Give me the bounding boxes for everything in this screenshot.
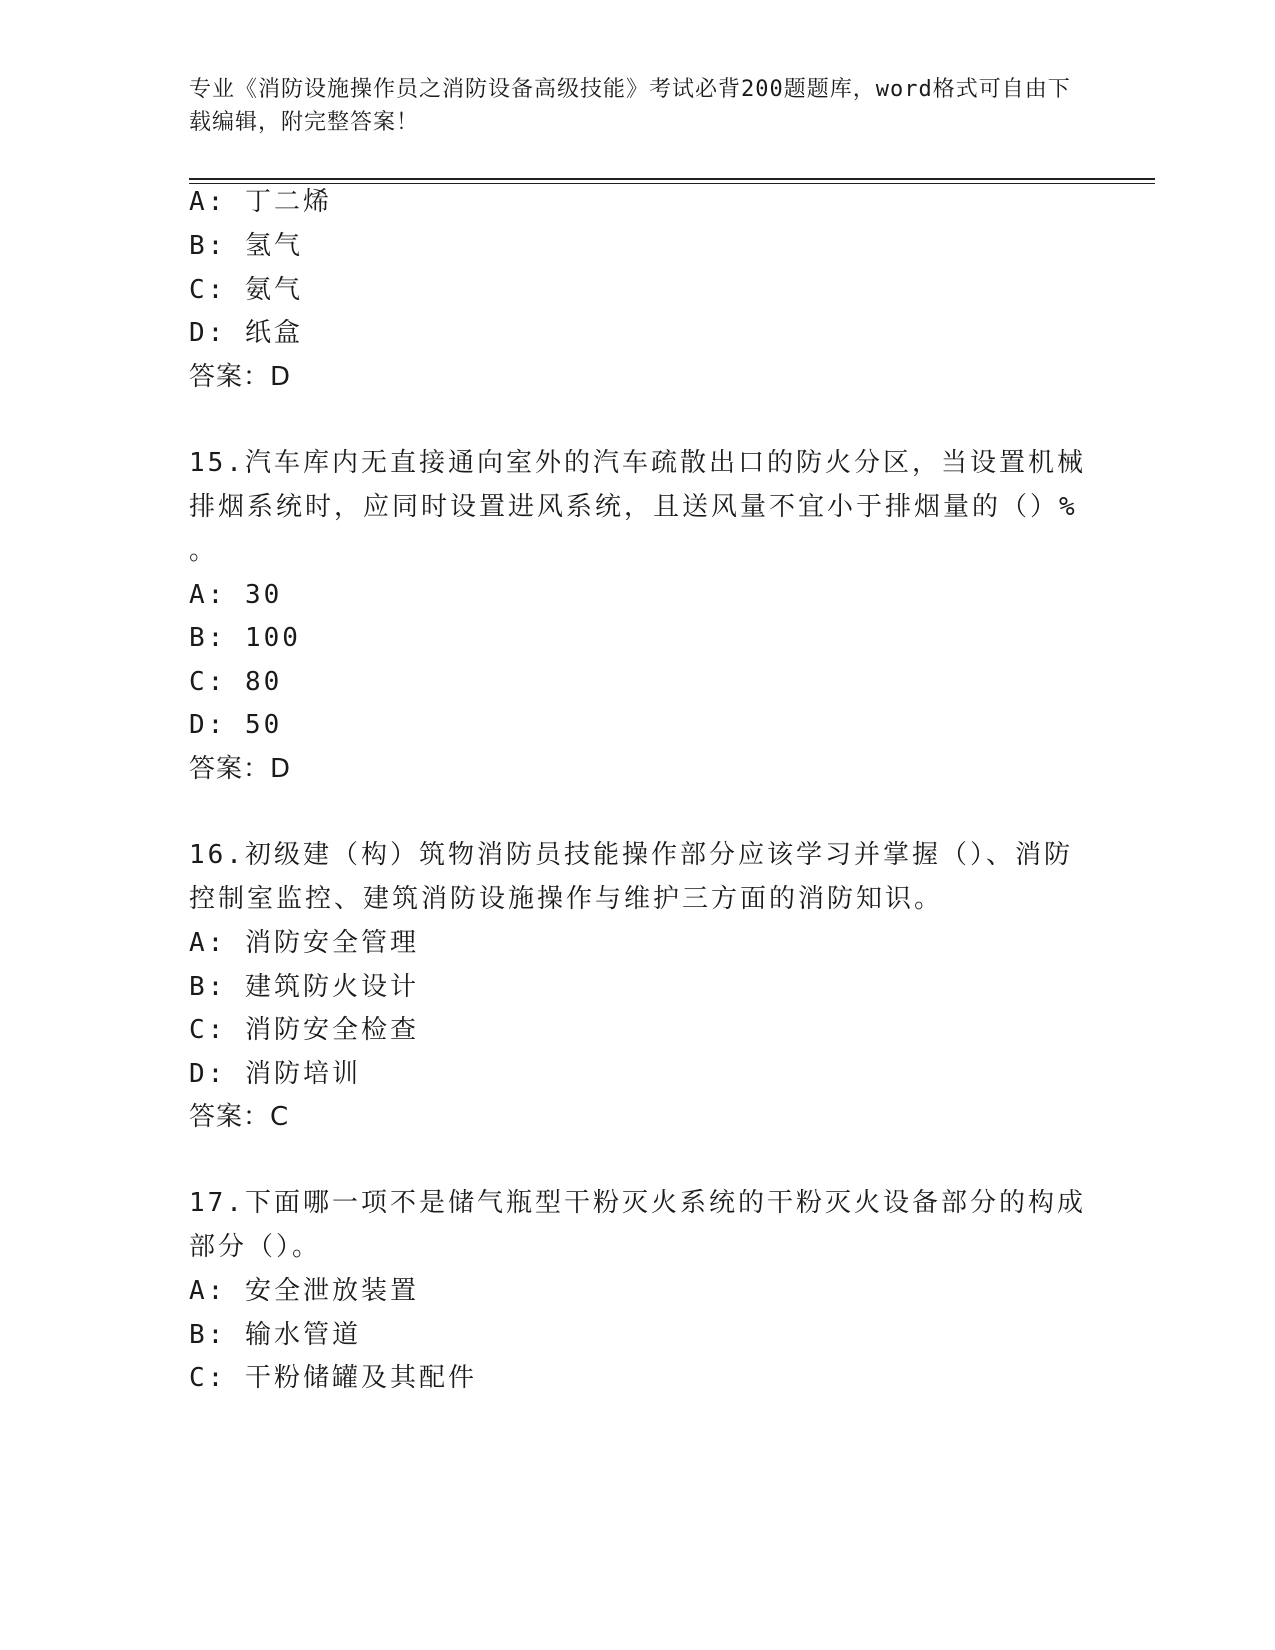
q16-option-a: A: 消防安全管理 [189,928,419,958]
q16-answer: 答案：C [189,1102,290,1132]
q16-option-b: B: 建筑防火设计 [189,972,419,1002]
q14-option-b: B: 氢气 [189,231,303,261]
header-divider-thin [189,183,1155,184]
q17-option-a: A: 安全泄放装置 [189,1276,419,1306]
q14-option-c: C: 氨气 [189,275,303,305]
q16-option-c: C: 消防安全检查 [189,1015,419,1045]
document-header: 专业《消防设施操作员之消防设备高级技能》考试必背200题题库，word格式可自由下载编辑，附完整答案！ [189,77,1071,135]
q15-stem-line-2: 排烟系统时，应同时设置进风系统，且送风量不宜小于排烟量的（）% [189,492,1078,522]
q15-stem-line-1: 15.汽车库内无直接通向室外的汽车疏散出口的防火分区，当设置机械 [189,448,1086,478]
q15-option-b: B: 100 [189,623,301,653]
header-divider [189,178,1155,180]
q15-stem-line-3: 。 [189,536,219,566]
q15-option-a: A: 30 [189,580,283,610]
q17-option-c: C: 干粉储罐及其配件 [189,1363,477,1393]
q14-option-d: D: 纸盒 [189,318,303,348]
q15-option-c: C: 80 [189,667,283,697]
q16-stem-line-2: 控制室监控、建筑消防设施操作与维护三方面的消防知识。 [189,884,944,914]
q16-stem-line-1: 16.初级建（构）筑物消防员技能操作部分应该学习并掌握（）、消防 [189,840,1073,870]
q14-option-a: A: 丁二烯 [189,187,332,217]
q14-answer: 答案：D [189,362,292,392]
q17-stem-line-2: 部分（）。 [189,1232,322,1262]
q17-option-b: B: 输水管道 [189,1320,361,1350]
q17-stem-line-1: 17.下面哪一项不是储气瓶型干粉灭火系统的干粉灭火设备部分的构成 [189,1188,1086,1218]
q15-option-d: D: 50 [189,710,283,740]
q15-answer: 答案：D [189,754,292,784]
q16-option-d: D: 消防培训 [189,1059,361,1089]
